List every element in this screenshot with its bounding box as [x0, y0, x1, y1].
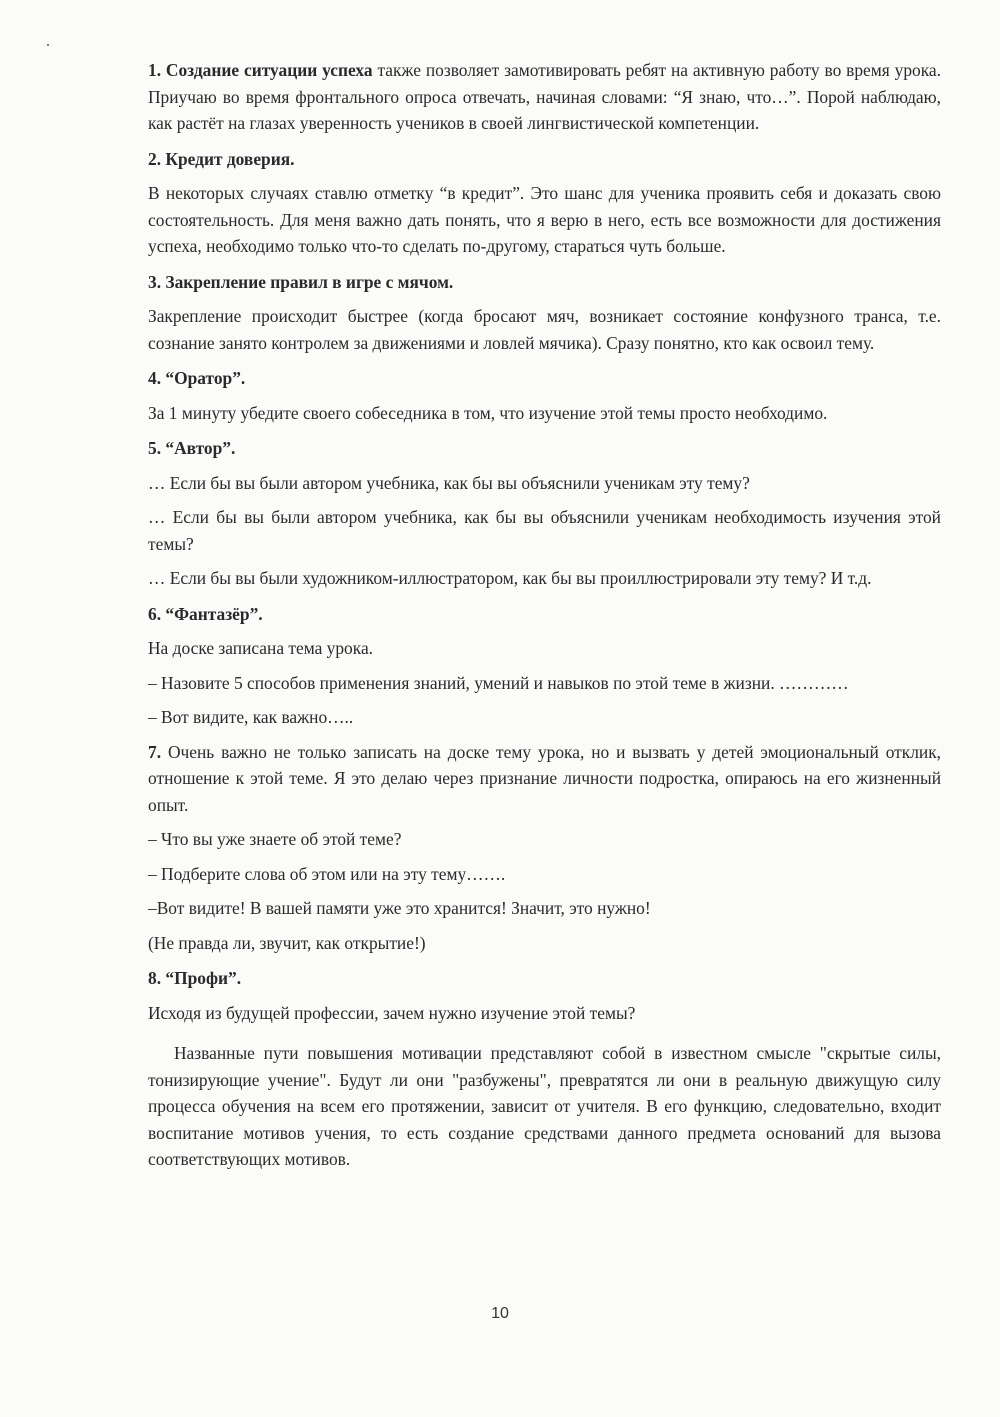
- section-4-heading: 4. “Оратор”.: [148, 368, 246, 388]
- section-6-heading: 6. “Фантазёр”.: [148, 603, 263, 624]
- section-5-line: … Если бы вы были автором учебника, как бы вы объяснили ученикам эту тему?: [148, 472, 750, 493]
- section-5-line: … Если бы вы были автором учебника, как бы вы объяснили ученикам необходимость изучения этой темы?: [148, 507, 941, 554]
- section-7-line: – Что вы уже знаете об этой теме?: [148, 829, 402, 849]
- page-number: 10: [491, 1305, 509, 1322]
- scan-speck: [47, 44, 49, 46]
- section-6-line: – Назовите 5 способов применения знаний, умений и навыков по этой теме в жизни. …………: [148, 672, 849, 693]
- section-7-line: –Вот видите! В вашей памяти уже это хранится! Значит, это нужно!: [148, 898, 651, 918]
- section-2-heading: 2. Кредит доверия.: [148, 148, 295, 169]
- section-4-text: За 1 минуту убедите своего собеседника в том, что изучение этой темы просто необходимо.: [148, 402, 828, 423]
- section-5-line: … Если бы вы были художником-иллюстратором, как бы вы проиллюстрировали эту тему? И т.д.: [148, 568, 872, 588]
- section-5-heading: 5. “Автор”.: [148, 438, 236, 458]
- document-body: [148, 57, 941, 1173]
- section-6-line: На доске записана тема урока.: [148, 638, 374, 658]
- section-1: [148, 57, 941, 137]
- conclusion-paragraph: Названные пути повышения мотивации представляют собой в известном смысле "скрытые силы, тонизирующие учение". Будут ли они "разбужены", превратятся ли они в реальную движущую силу процесса обучения на всем его протяжении, зависит от учителя. В его функцию, следовательно, входит воспитание мотивов учения, то есть создание средствами данного предмета оснований для вызова соответствующих мотивов.: [148, 1043, 941, 1169]
- section-3-heading: 3. Закрепление правил в игре с мячом.: [148, 271, 454, 292]
- section-8-text: Исходя из будущей профессии, зачем нужно изучение этой темы?: [148, 1002, 636, 1023]
- section-1-heading: 1. Создание ситуации успеха: [148, 60, 373, 80]
- section-8-heading: 8. “Профи”.: [148, 968, 242, 988]
- section-7-number: 7.: [148, 741, 162, 762]
- section-7-line: (Не правда ли, звучит, как открытие!): [148, 932, 426, 953]
- section-1-text: также позволяет замотивировать ребят на активную работу во время урока. Приучаю во время фронтального опроса отвечать, начиная словами: “Я знаю, что…”. Порой наблюдаю, как растёт на глазах уверенность учеников в своей лингвистической компетенции.: [148, 60, 941, 133]
- section-7: [148, 739, 941, 819]
- section-7-text: Очень важно не только записать на доске тему урока, но и вызвать у детей эмоциональный отклик, отношение к этой теме. Я это делаю через признание личности подростка, опираюсь на его жизненный опыт.: [148, 741, 941, 815]
- section-6-line: – Вот видите, как важно…..: [148, 707, 354, 727]
- section-7-line: – Подберите слова об этом или на эту тему…….: [148, 863, 506, 884]
- section-3-text: Закрепление происходит быстрее (когда бросают мяч, возникает состояние конфузного транса, т.е. сознание занято контролем за движениями и ловлей мячика). Сразу понятно, кто как освоил тему.: [148, 306, 941, 353]
- section-2-text: В некоторых случаях ставлю отметку “в кредит”. Это шанс для ученика проявить себя и доказать свою состоятельность. Для меня важно дать понять, что я верю в него, есть все возможности для достижения успеха, необходимо только что-то сделать по-другому, стараться чуть больше.: [148, 183, 941, 256]
